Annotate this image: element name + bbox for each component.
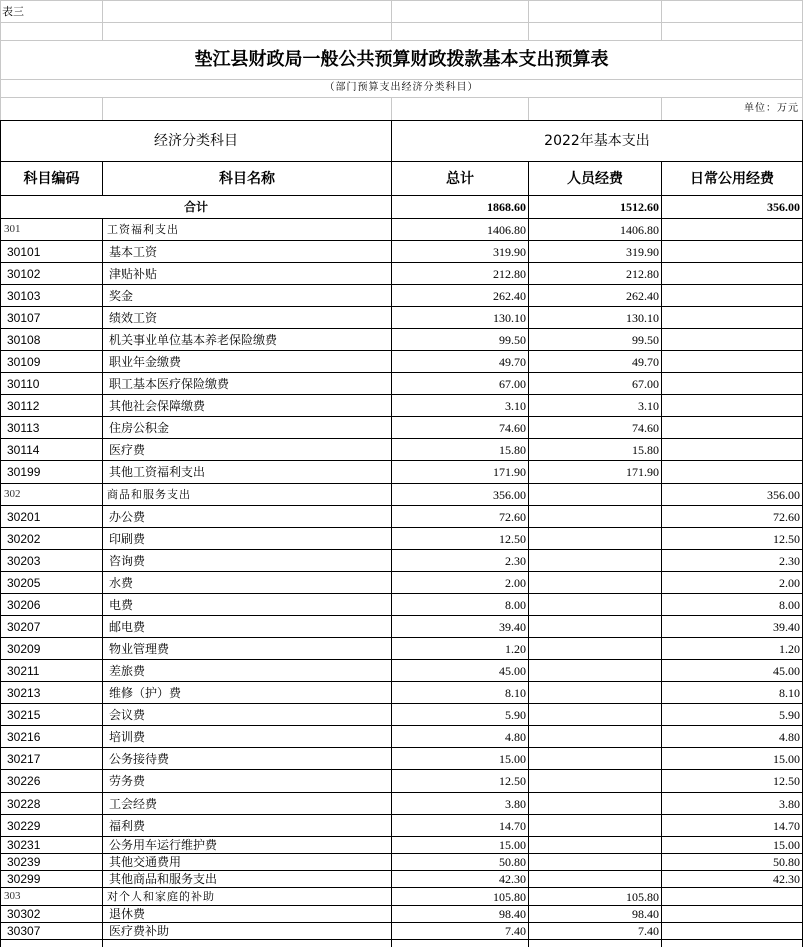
table-cell-personnel xyxy=(529,550,661,571)
table-cell-personnel xyxy=(529,854,661,870)
table-cell-code: 30211 xyxy=(7,663,40,678)
table-cell-name: 电费 xyxy=(109,597,134,612)
table-cell-public: 5.90 xyxy=(779,707,800,722)
table-cell-name: 住房公积金 xyxy=(109,420,170,435)
header-year-expense: 2022年基本支出 xyxy=(544,133,650,149)
table-cell-personnel: 3.10 xyxy=(638,398,659,413)
table-cell-personnel xyxy=(529,506,661,527)
table-cell-public xyxy=(662,888,802,905)
table-cell-personnel: 49.70 xyxy=(632,354,659,369)
table-cell-personnel: 15.80 xyxy=(632,442,659,457)
table-cell-total: 72.60 xyxy=(499,509,526,524)
table-border xyxy=(0,195,803,196)
table-cell-total: 3.10 xyxy=(505,398,526,413)
grid-line xyxy=(528,97,529,120)
table-cell-name: 绩效工资 xyxy=(109,310,158,325)
grid-line xyxy=(0,22,803,23)
header-col-name: 科目名称 xyxy=(219,170,275,187)
table-cell-public xyxy=(662,307,802,328)
table-cell-total: 262.40 xyxy=(493,288,526,303)
table-cell-public: 14.70 xyxy=(773,818,800,833)
table-cell-total: 8.10 xyxy=(505,685,526,700)
page-subtitle: （部门预算支出经济分类科目） xyxy=(324,82,479,93)
table-cell-public: 8.00 xyxy=(779,597,800,612)
table-cell-code: 303 xyxy=(4,890,21,902)
table-cell-code: 30226 xyxy=(7,774,41,788)
grid-line xyxy=(102,0,103,40)
table-cell-personnel xyxy=(529,528,661,549)
grid-line xyxy=(102,97,103,120)
table-cell-name: 其他交通费用 xyxy=(109,855,182,869)
row-divider xyxy=(0,939,803,940)
table-cell-total: 12.50 xyxy=(499,531,526,546)
table-cell-public: 3.80 xyxy=(779,796,800,811)
table-cell-public xyxy=(662,417,802,438)
grid-line xyxy=(661,0,662,40)
table-cell-total: 212.80 xyxy=(493,266,526,281)
table-cell-name: 公务接待费 xyxy=(109,751,170,766)
table-cell-personnel: 212.80 xyxy=(626,266,659,281)
table-cell-name: 物业管理费 xyxy=(109,641,170,656)
table-cell-personnel xyxy=(529,770,661,792)
table-cell-code: 30205 xyxy=(7,575,41,590)
table-cell-name: 劳务费 xyxy=(109,774,146,788)
table-cell-code: 30307 xyxy=(7,924,41,938)
table-cell-public xyxy=(662,329,802,350)
table-border xyxy=(102,161,103,195)
header-econ-class: 经济分类科目 xyxy=(154,133,238,149)
table-cell-name: 职业年金缴费 xyxy=(109,354,182,369)
table-cell-code: 30215 xyxy=(7,707,41,722)
table-cell-total: 49.70 xyxy=(499,354,526,369)
table-cell-total: 45.00 xyxy=(499,663,526,678)
table-cell-code: 30299 xyxy=(7,872,41,886)
table-cell-personnel xyxy=(529,616,661,637)
unit-label: 单位：万元 xyxy=(744,102,799,114)
table-cell-total: 171.90 xyxy=(493,465,526,479)
grid-line xyxy=(0,0,803,1)
table-cell-total: 98.40 xyxy=(499,907,526,921)
table-cell-personnel: 105.80 xyxy=(626,889,659,904)
table-cell-code: 30206 xyxy=(7,597,41,612)
table-cell-personnel: 1406.80 xyxy=(620,222,659,237)
table-cell-code: 30199 xyxy=(7,465,41,479)
table-border xyxy=(528,161,529,218)
table-cell-personnel: 262.40 xyxy=(626,288,659,303)
table-cell-code: 30231 xyxy=(7,838,41,852)
table-cell-public xyxy=(662,351,802,372)
grid-line xyxy=(391,97,392,120)
table-cell-code: 30102 xyxy=(7,266,41,281)
table-cell-total: 130.10 xyxy=(493,310,526,325)
table-cell-name: 咨询费 xyxy=(109,553,146,568)
table-cell-code: 30202 xyxy=(7,531,41,546)
table-cell-public xyxy=(662,241,802,262)
table-border xyxy=(391,120,392,218)
total-row-public: 356.00 xyxy=(767,200,800,214)
table-cell-personnel xyxy=(529,726,661,747)
table-cell-total: 39.40 xyxy=(499,619,526,634)
page-title: 垫江县财政局一般公共预算财政拨款基本支出预算表 xyxy=(194,48,609,70)
table-cell-personnel: 74.60 xyxy=(632,420,659,435)
table-cell-public xyxy=(662,395,802,416)
table-cell-personnel: 99.50 xyxy=(632,332,659,347)
table-cell-name: 基本工资 xyxy=(109,244,158,259)
table-cell-code: 30217 xyxy=(7,751,41,766)
table-cell-total: 8.00 xyxy=(505,597,526,612)
table-cell-personnel xyxy=(529,572,661,593)
table-cell-personnel: 67.00 xyxy=(632,376,659,391)
table-cell-name: 维修（护）费 xyxy=(109,685,182,700)
table-border xyxy=(0,161,803,162)
table-cell-name: 商品和服务支出 xyxy=(107,488,191,501)
table-cell-personnel xyxy=(529,837,661,853)
table-cell-public xyxy=(662,263,802,284)
table-cell-total: 99.50 xyxy=(499,332,526,347)
table-cell-code: 30216 xyxy=(7,729,41,744)
table-cell-personnel xyxy=(529,484,661,505)
table-cell-name: 奖金 xyxy=(109,288,134,303)
table-cell-total: 5.90 xyxy=(505,707,526,722)
table-cell-code: 30302 xyxy=(7,907,41,921)
table-cell-code: 30229 xyxy=(7,818,41,833)
table-cell-total: 50.80 xyxy=(499,855,526,869)
table-cell-name: 退休费 xyxy=(109,907,146,921)
table-cell-personnel xyxy=(529,594,661,615)
table-cell-personnel: 171.90 xyxy=(626,465,659,479)
table-cell-public: 50.80 xyxy=(773,855,800,869)
table-cell-total: 15.00 xyxy=(499,751,526,766)
grid-line xyxy=(391,0,392,40)
table-cell-public xyxy=(662,439,802,460)
total-row-label: 合计 xyxy=(183,200,208,214)
table-cell-public xyxy=(662,373,802,394)
table-cell-code: 30213 xyxy=(7,685,41,700)
table-cell-name: 其他商品和服务支出 xyxy=(109,872,218,886)
table-cell-total: 74.60 xyxy=(499,420,526,435)
total-row-total: 1868.60 xyxy=(487,200,526,214)
table-cell-name: 福利费 xyxy=(109,818,146,833)
table-cell-public: 12.50 xyxy=(773,774,800,788)
table-cell-public xyxy=(662,285,802,306)
table-cell-public: 2.00 xyxy=(779,575,800,590)
table-cell-name: 差旅费 xyxy=(109,663,146,678)
table-cell-public: 39.40 xyxy=(773,619,800,634)
table-cell-name: 医疗费补助 xyxy=(109,924,170,938)
table-cell-total: 15.00 xyxy=(499,838,526,852)
table-cell-code: 30103 xyxy=(7,288,41,303)
table-cell-total: 2.30 xyxy=(505,553,526,568)
header-col-public: 日常公用经费 xyxy=(690,170,774,187)
table-cell-code: 30228 xyxy=(7,796,41,811)
table-cell-total: 1.20 xyxy=(505,641,526,656)
table-cell-total: 356.00 xyxy=(493,487,526,502)
table-cell-name: 工会经费 xyxy=(109,796,158,811)
table-cell-public: 12.50 xyxy=(773,531,800,546)
table-cell-personnel xyxy=(529,704,661,725)
table-cell-total: 2.00 xyxy=(505,575,526,590)
table-cell-public: 72.60 xyxy=(773,509,800,524)
table-cell-total: 4.80 xyxy=(505,729,526,744)
table-cell-code: 30114 xyxy=(7,442,40,457)
table-cell-name: 邮电费 xyxy=(109,619,146,634)
table-cell-code: 30113 xyxy=(7,420,40,435)
table-cell-personnel xyxy=(529,638,661,659)
table-cell-public: 4.80 xyxy=(779,729,800,744)
table-cell-public: 2.30 xyxy=(779,553,800,568)
table-cell-personnel xyxy=(529,682,661,703)
table-cell-name: 公务用车运行维护费 xyxy=(109,838,218,852)
table-cell-code: 30109 xyxy=(7,354,41,369)
table-cell-personnel xyxy=(529,660,661,681)
table-cell-code: 30203 xyxy=(7,553,41,568)
table-cell-public xyxy=(662,923,802,939)
table-cell-public: 356.00 xyxy=(767,487,800,502)
table-cell-total: 7.40 xyxy=(505,924,526,938)
table-cell-public: 1.20 xyxy=(779,641,800,656)
table-cell-personnel xyxy=(529,748,661,769)
table-cell-code: 30110 xyxy=(7,376,40,391)
table-cell-name: 水费 xyxy=(109,575,134,590)
table-cell-code: 30201 xyxy=(7,509,41,524)
table-cell-code: 30112 xyxy=(7,398,40,413)
table-cell-name: 印刷费 xyxy=(109,531,146,546)
table-cell-code: 30207 xyxy=(7,619,41,634)
table-cell-total: 67.00 xyxy=(499,376,526,391)
table-cell-name: 工资福利支出 xyxy=(107,223,179,236)
header-col-personnel: 人员经费 xyxy=(567,170,623,187)
header-col-total: 总计 xyxy=(446,170,474,187)
table-cell-name: 其他社会保障缴费 xyxy=(109,398,206,413)
table-cell-name: 其他工资福利支出 xyxy=(109,465,206,479)
table-cell-total: 15.80 xyxy=(499,442,526,457)
table-cell-code: 30101 xyxy=(7,244,41,259)
table-cell-public xyxy=(662,219,802,240)
table-border xyxy=(661,161,662,218)
table-border xyxy=(0,120,803,121)
table-cell-name: 对个人和家庭的补助 xyxy=(107,890,215,903)
table-cell-total: 42.30 xyxy=(499,872,526,886)
table-cell-personnel: 7.40 xyxy=(638,924,659,938)
table-cell-total: 1406.80 xyxy=(487,222,526,237)
table-cell-public: 15.00 xyxy=(773,838,800,852)
table-cell-name: 津贴补贴 xyxy=(109,266,158,281)
table-cell-public: 8.10 xyxy=(779,685,800,700)
table-cell-code: 30108 xyxy=(7,332,41,347)
table-cell-public xyxy=(662,461,802,483)
table-cell-name: 医疗费 xyxy=(109,442,146,457)
table-cell-personnel: 98.40 xyxy=(632,907,659,921)
table-cell-code: 302 xyxy=(4,488,21,500)
table-cell-code: 30107 xyxy=(7,310,41,325)
table-cell-personnel xyxy=(529,793,661,814)
table-cell-total: 3.80 xyxy=(505,796,526,811)
table-cell-public xyxy=(662,906,802,922)
table-cell-code: 30209 xyxy=(7,641,41,656)
table-cell-personnel xyxy=(529,815,661,836)
table-cell-total: 12.50 xyxy=(499,774,526,788)
table-cell-personnel: 130.10 xyxy=(626,310,659,325)
table-cell-public: 15.00 xyxy=(773,751,800,766)
table-cell-code: 30239 xyxy=(7,855,41,869)
table-label: 表三 xyxy=(2,4,24,18)
table-cell-public: 42.30 xyxy=(773,872,800,886)
table-cell-name: 会议费 xyxy=(109,707,146,722)
table-cell-name: 机关事业单位基本养老保险缴费 xyxy=(109,332,278,347)
table-cell-total: 105.80 xyxy=(493,889,526,904)
table-cell-code: 301 xyxy=(4,223,21,235)
table-cell-personnel: 319.90 xyxy=(626,244,659,259)
table-cell-personnel xyxy=(529,871,661,887)
grid-line xyxy=(528,0,529,40)
table-cell-name: 办公费 xyxy=(109,509,146,524)
total-row-personnel: 1512.60 xyxy=(620,200,659,214)
table-cell-name: 培训费 xyxy=(109,729,146,744)
table-cell-total: 14.70 xyxy=(499,818,526,833)
table-cell-total: 319.90 xyxy=(493,244,526,259)
table-cell-name: 职工基本医疗保险缴费 xyxy=(109,376,230,391)
header-col-code: 科目编码 xyxy=(23,170,80,187)
table-cell-public: 45.00 xyxy=(773,663,800,678)
